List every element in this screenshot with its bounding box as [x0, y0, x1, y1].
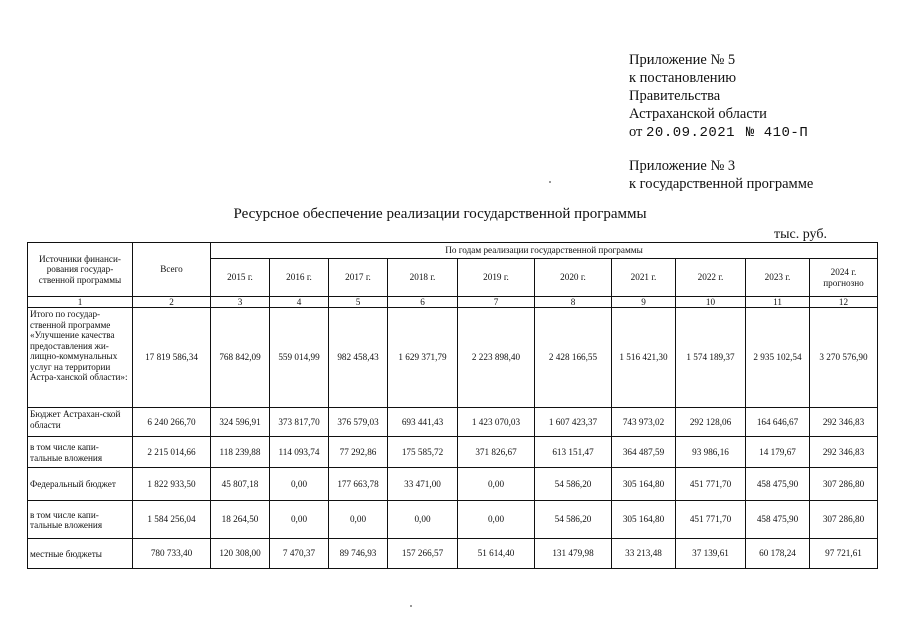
column-number: 4	[270, 297, 329, 308]
row-value: 1 574 189,37	[676, 308, 746, 408]
row-value: 364 487,59	[612, 437, 676, 468]
row-value: 17 819 586,34	[133, 308, 211, 408]
table-row	[28, 408, 878, 437]
row-value: 1 423 070,03	[458, 408, 535, 437]
header-year: 2021 г.	[612, 259, 676, 297]
column-number: 11	[746, 297, 810, 308]
row-source: Федеральный бюджет	[28, 468, 133, 501]
row-value: 14 179,67	[746, 437, 810, 468]
units-label: тыс. руб.	[774, 227, 827, 242]
row-value: 97 721,61	[810, 539, 878, 569]
row-value: 93 986,16	[676, 437, 746, 468]
column-number-row	[28, 297, 878, 308]
row-value: 292 128,06	[676, 408, 746, 437]
row-value: 743 973,02	[612, 408, 676, 437]
row-value: 292 346,83	[810, 437, 878, 468]
row-source: в том числе капи-тальные вложения	[28, 501, 133, 539]
row-value: 0,00	[270, 501, 329, 539]
column-number: 8	[535, 297, 612, 308]
row-value: 458 475,90	[746, 468, 810, 501]
appendix-program-line: Приложение № 3	[629, 158, 736, 174]
row-value: 768 842,09	[211, 308, 270, 408]
header-year: 2019 г.	[458, 259, 535, 297]
row-value: 51 614,40	[458, 539, 535, 569]
table-row	[28, 437, 878, 468]
row-value: 0,00	[458, 501, 535, 539]
table-row	[28, 501, 878, 539]
row-value: 376 579,03	[329, 408, 388, 437]
row-value: 780 733,40	[133, 539, 211, 569]
header-years-group: По годам реализации государственной программы	[211, 243, 878, 259]
appendix-main-line: Правительства	[629, 88, 721, 104]
table-row	[28, 468, 878, 501]
row-value: 0,00	[329, 501, 388, 539]
header-year: 2017 г.	[329, 259, 388, 297]
header-source: Источники финанси-рования государ-ственной программы	[28, 243, 133, 297]
header-year: 2018 г.	[388, 259, 458, 297]
row-value: 307 286,80	[810, 468, 878, 501]
header-year: 2024 г. прогнозно	[810, 259, 878, 297]
row-value: 307 286,80	[810, 501, 878, 539]
column-number: 7	[458, 297, 535, 308]
date-prefix: от	[629, 124, 643, 140]
row-value: 54 586,20	[535, 468, 612, 501]
row-value: 89 746,93	[329, 539, 388, 569]
row-value: 175 585,72	[388, 437, 458, 468]
row-value: 613 151,47	[535, 437, 612, 468]
row-value: 18 264,50	[211, 501, 270, 539]
row-value: 77 292,86	[329, 437, 388, 468]
header-row-top	[28, 243, 878, 259]
row-value: 371 826,67	[458, 437, 535, 468]
row-value: 7 470,37	[270, 539, 329, 569]
row-value: 2 935 102,54	[746, 308, 810, 408]
row-value: 324 596,91	[211, 408, 270, 437]
row-value: 292 346,83	[810, 408, 878, 437]
table-row	[28, 539, 878, 569]
row-value: 37 139,61	[676, 539, 746, 569]
column-number: 5	[329, 297, 388, 308]
table-row	[28, 308, 878, 408]
column-number: 1	[28, 297, 133, 308]
row-value: 0,00	[270, 468, 329, 501]
row-value: 0,00	[388, 501, 458, 539]
appendix-program-line: к государственной программе	[629, 176, 814, 192]
row-value: 60 178,24	[746, 539, 810, 569]
appendix-main-line: Приложение № 5	[629, 52, 736, 68]
row-value: 118 239,88	[211, 437, 270, 468]
resolution-number: № 410-П	[745, 125, 809, 141]
row-value: 33 213,48	[612, 539, 676, 569]
row-value: 458 475,90	[746, 501, 810, 539]
row-value: 6 240 266,70	[133, 408, 211, 437]
column-number: 9	[612, 297, 676, 308]
row-value: 1 584 256,04	[133, 501, 211, 539]
row-value: 559 014,99	[270, 308, 329, 408]
row-value: 1 629 371,79	[388, 308, 458, 408]
row-value: 177 663,78	[329, 468, 388, 501]
row-value: 1 607 423,37	[535, 408, 612, 437]
document-title: Ресурсное обеспечение реализации государственной программы	[233, 206, 647, 222]
row-value: 54 586,20	[535, 501, 612, 539]
appendix-main-block	[629, 51, 808, 142]
header-total: Всего	[133, 243, 211, 297]
appendix-date-line	[629, 123, 808, 142]
row-value: 114 093,74	[270, 437, 329, 468]
row-value: 1 516 421,30	[612, 308, 676, 408]
header-year: 2016 г.	[270, 259, 329, 297]
column-number: 2	[133, 297, 211, 308]
row-value: 164 646,67	[746, 408, 810, 437]
row-value: 305 164,80	[612, 501, 676, 539]
column-number: 12	[810, 297, 878, 308]
scan-speck	[549, 181, 551, 183]
row-value: 982 458,43	[329, 308, 388, 408]
row-value: 120 308,00	[211, 539, 270, 569]
resource-table	[27, 242, 878, 569]
header-year: 2023 г.	[746, 259, 810, 297]
row-value: 451 771,70	[676, 501, 746, 539]
row-value: 0,00	[458, 468, 535, 501]
column-number: 3	[211, 297, 270, 308]
row-source: местные бюджеты	[28, 539, 133, 569]
header-year: 2022 г.	[676, 259, 746, 297]
header-year: 2015 г.	[211, 259, 270, 297]
row-value: 2 215 014,66	[133, 437, 211, 468]
row-value: 1 822 933,50	[133, 468, 211, 501]
resolution-date: 20.09.2021	[646, 125, 736, 141]
row-value: 305 164,80	[612, 468, 676, 501]
row-value: 2 428 166,55	[535, 308, 612, 408]
appendix-main-line: Астраханской области	[629, 106, 767, 122]
row-value: 3 270 576,90	[810, 308, 878, 408]
row-source: Итого по государ-ственной программе «Улучшение качества предоставления жи-лищно-коммунальных услуг на территории Астра-ханской области»:	[28, 308, 133, 408]
row-value: 33 471,00	[388, 468, 458, 501]
column-number: 6	[388, 297, 458, 308]
row-source: в том числе капи-тальные вложения	[28, 437, 133, 468]
scan-speck	[410, 605, 412, 607]
row-value: 157 266,57	[388, 539, 458, 569]
row-value: 373 817,70	[270, 408, 329, 437]
row-value: 131 479,98	[535, 539, 612, 569]
row-value: 451 771,70	[676, 468, 746, 501]
row-value: 45 807,18	[211, 468, 270, 501]
header-year: 2020 г.	[535, 259, 612, 297]
column-number: 10	[676, 297, 746, 308]
row-source: Бюджет Астрахан-ской области	[28, 408, 133, 437]
appendix-main-line: к постановлению	[629, 70, 737, 86]
row-value: 693 441,43	[388, 408, 458, 437]
appendix-program-block	[629, 157, 813, 193]
row-value: 2 223 898,40	[458, 308, 535, 408]
